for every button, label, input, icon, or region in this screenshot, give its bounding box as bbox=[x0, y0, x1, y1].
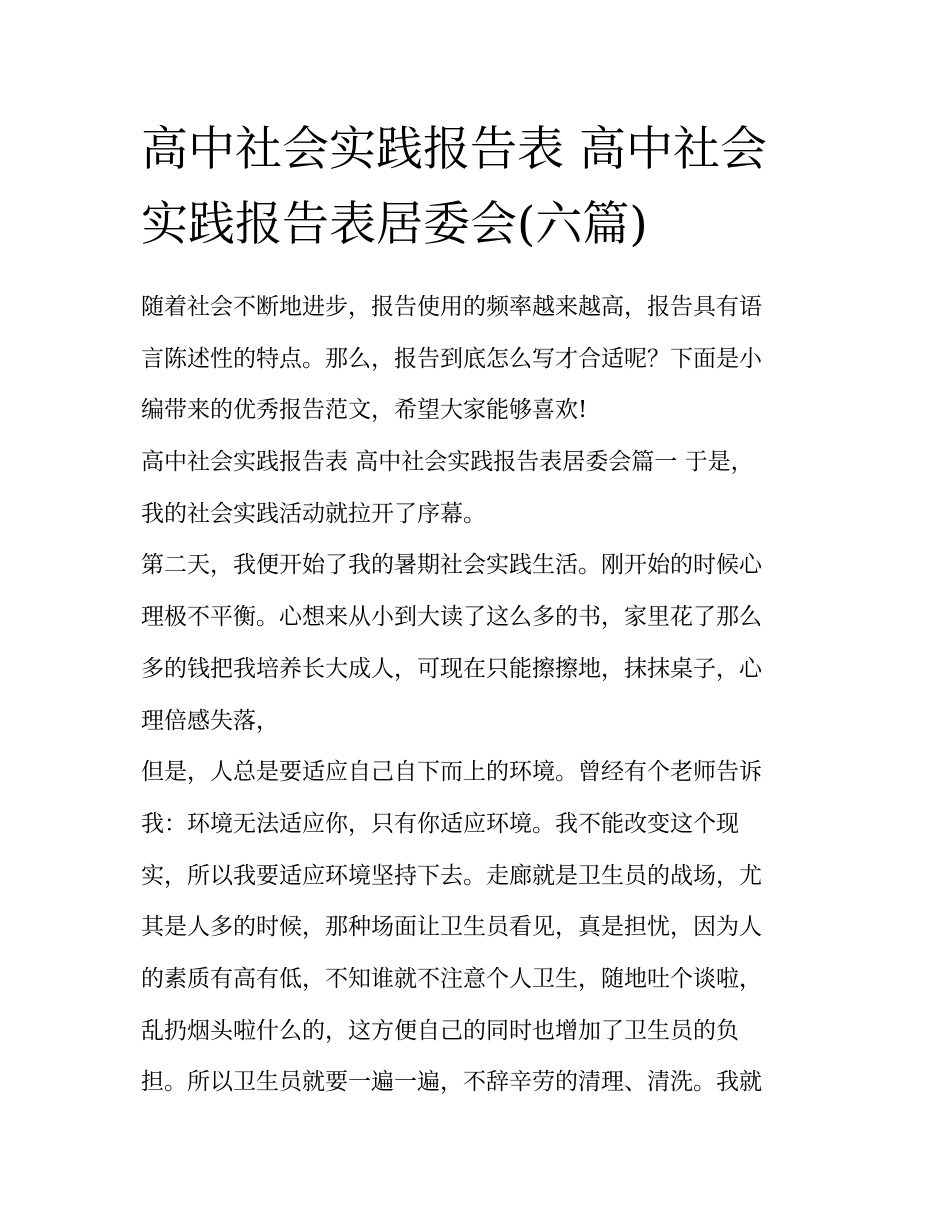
title-line: 高中社会实践报告表 高中社会 bbox=[141, 122, 767, 177]
text-line: 担。所以卫生员就要一遍一遍，不辞辛劳的清理、清洗。我就 bbox=[141, 1069, 762, 1096]
text-line: 随着社会不断地进步，报告使用的频率越来越高，报告具有语 bbox=[141, 294, 762, 320]
text-line: 理倍感失落， bbox=[141, 707, 279, 734]
text-line: 其是人多的时候，那种场面让卫生员看见，真是担忧，因为人 bbox=[141, 914, 762, 941]
paragraph-intro bbox=[141, 282, 821, 437]
text-line: 我：环境无法适应你，只有你适应环境。我不能改变这个现 bbox=[141, 810, 739, 837]
text-line: 但是，人总是要适应自己自下而上的环境。曾经有个老师告诉 bbox=[141, 759, 762, 786]
text-line: 实，所以我要适应环境坚持下去。走廊就是卫生员的战场，尤 bbox=[141, 862, 762, 889]
text-line: 我的社会实践活动就拉开了序幕。 bbox=[141, 500, 486, 527]
text-line: 编带来的优秀报告范文，希望大家能够喜欢! bbox=[141, 397, 588, 424]
text-line: 的素质有高有低，不知谁就不注意个人卫生，随地吐个谈啦， bbox=[141, 965, 762, 992]
title-line: 实践报告表居委会(六篇) bbox=[141, 197, 648, 252]
paragraph-section-heading bbox=[141, 437, 821, 540]
paragraph-adapt-environment bbox=[141, 747, 821, 1109]
document-title bbox=[141, 112, 821, 262]
text-line: 言陈述性的特点。那么，报告到底怎么写才合适呢？下面是小 bbox=[141, 345, 762, 372]
text-line: 多的钱把我培养长大成人，可现在只能擦擦地，抹抹桌子，心 bbox=[141, 655, 762, 682]
text-line: 乱扔烟头啦什么的，这方便自己的同时也增加了卫生员的负 bbox=[141, 1017, 739, 1044]
text-line: 高中社会实践报告表 高中社会实践报告表居委会篇一 于是， bbox=[141, 449, 754, 476]
paragraph-second-day bbox=[141, 540, 821, 747]
document-body bbox=[141, 282, 821, 1109]
text-line: 第二天，我便开始了我的暑期社会实践生活。刚开始的时候心 bbox=[141, 552, 762, 579]
text-line: 理极不平衡。心想来从小到大读了这么多的书，家里花了那么 bbox=[141, 604, 762, 631]
